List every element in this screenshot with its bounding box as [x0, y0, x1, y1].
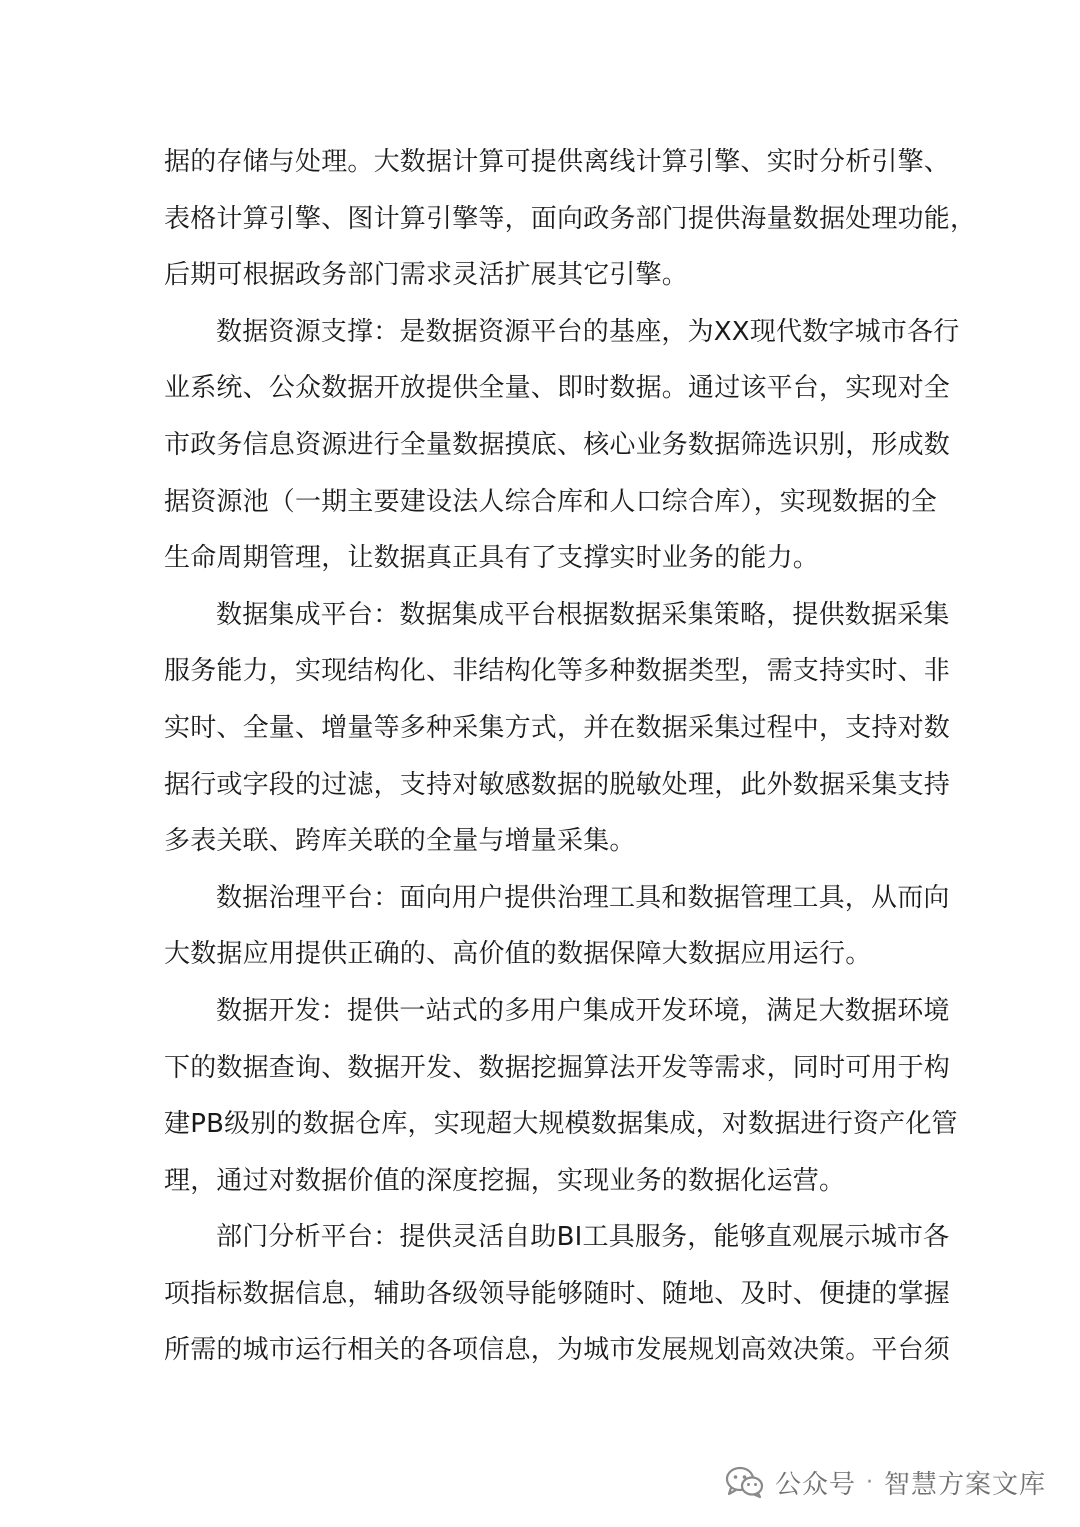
watermark-label: 公众号: [774, 1469, 856, 1500]
text-line: 生命周期管理，让数据真正具有了支撑实时业务的能力。: [164, 543, 820, 574]
paragraph-start-line: 数据资源支撑：是数据资源平台的基座，为XX现代数字城市各行: [216, 316, 960, 347]
paragraph-start-line: 数据治理平台：面向用户提供治理工具和数据管理工具，从而向: [216, 882, 950, 913]
text-line: 表格计算引擎、图计算引擎等，面向政务部门提供海量数据处理功能，: [164, 203, 977, 234]
text-line: 项指标数据信息，辅助各级领导能够随时、随地、及时、便捷的掌握: [164, 1278, 951, 1309]
text-line: 服务能力，实现结构化、非结构化等多种数据类型，需支持实时、非: [164, 656, 951, 687]
text-line: 建PB级别的数据仓库，实现超大规模数据集成，对数据进行资产化管: [164, 1109, 958, 1140]
watermark-account-name: 智慧方案文库: [883, 1469, 1046, 1500]
text-line: 下的数据查询、数据开发、数据挖掘算法开发等需求，同时可用于构: [164, 1052, 951, 1083]
text-line: 理，通过对数据价值的深度挖掘，实现业务的数据化运营。: [164, 1165, 846, 1196]
text-line: 据行或字段的过滤，支持对敏感数据的脱敏处理，此外数据采集支持: [164, 769, 951, 800]
text-line: 后期可根据政务部门需求灵活扩展其它引擎。: [164, 260, 689, 291]
watermark: [725, 1458, 1046, 1506]
paragraph-start-line: 数据开发：提供一站式的多用户集成开发环境，满足大数据环境: [216, 995, 950, 1026]
text-line: 业系统、公众数据开放提供全量、即时数据。通过该平台，实现对全: [164, 373, 951, 404]
document-body: [164, 134, 977, 1379]
text-line: 多表关联、跨库关联的全量与增量采集。: [164, 826, 636, 857]
text-line: 市政务信息资源进行全量数据摸底、核心业务数据筛选识别，形成数: [164, 429, 951, 460]
text-line: 据的存储与处理。大数据计算可提供离线计算引擎、实时分析引擎、: [164, 147, 951, 177]
text-line: 所需的城市运行相关的各项信息，为城市发展规划高效决策。平台须: [164, 1335, 951, 1366]
text-line: 实时、全量、增量等多种采集方式，并在数据采集过程中，支持对数: [164, 712, 951, 743]
paragraph-start-line: 部门分析平台：提供灵活自助BI工具服务，能够直观展示城市各: [216, 1222, 950, 1253]
text-line: 据资源池（一期主要建设法人综合库和人口综合库），实现数据的全: [164, 486, 938, 517]
wechat-icon: [725, 1465, 765, 1499]
watermark-separator: ·: [865, 1469, 874, 1495]
text-line: 大数据应用提供正确的、高价值的数据保障大数据应用运行。: [164, 939, 872, 970]
paragraph-start-line: 数据集成平台：数据集成平台根据数据采集策略，提供数据采集: [216, 599, 950, 630]
